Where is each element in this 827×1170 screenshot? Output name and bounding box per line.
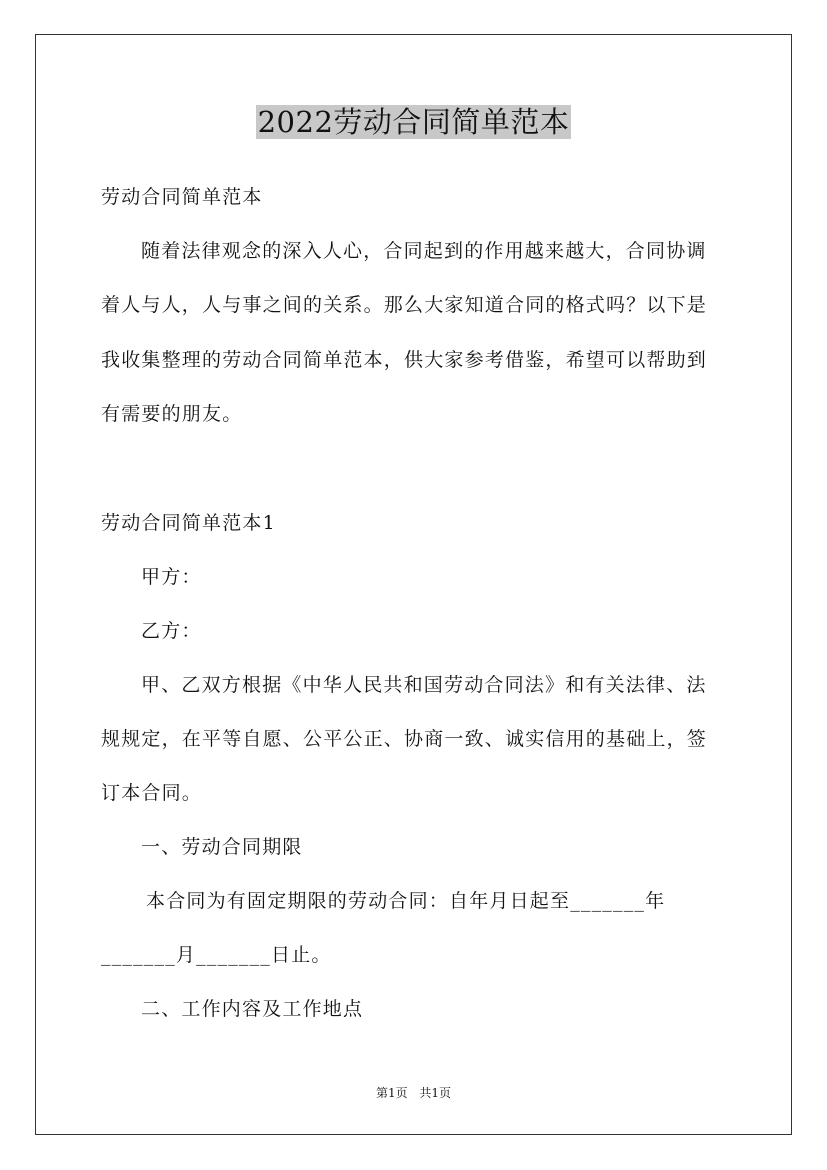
intro-line-3: 我收集整理的劳动合同简单范本，供大家参考借鉴，希望可以帮助到 (101, 349, 708, 371)
clause1-title: 一、劳动合同期限 (141, 836, 303, 858)
clause1-line-1: 本合同为有固定期限的劳动合同：自年月日起至_______年 (146, 890, 666, 912)
party-a-label: 甲方： (141, 566, 202, 588)
intro-line-4: 有需要的朋友。 (101, 403, 243, 425)
paragraph-line-1: 甲、乙双方根据《中华人民共和国劳动合同法》和有关法律、法 (141, 674, 707, 696)
intro-line-1: 随着法律观念的深入人心，合同起到的作用越来越大，合同协调 (141, 240, 707, 262)
clause1-line-2: _______月_______日止。 (101, 944, 332, 966)
page-footer (0, 1084, 827, 1101)
document-title: 2022劳动合同简单范本 (257, 105, 570, 139)
subtitle: 劳动合同简单范本 (101, 186, 263, 208)
clause2-title: 二、工作内容及工作地点 (141, 998, 364, 1020)
page-total: 共1页 (419, 1086, 452, 1100)
party-b-label: 乙方： (141, 620, 202, 642)
document-title-wrapper (0, 100, 827, 141)
intro-line-2: 着人与人，人与事之间的关系。那么大家知道合同的格式吗？以下是 (101, 294, 708, 316)
paragraph-line-2: 规规定，在平等自愿、公平公正、协商一致、诚实信用的基础上，签 (101, 728, 708, 750)
page-number: 第1页 (375, 1086, 408, 1100)
paragraph-line-3: 订本合同。 (101, 782, 203, 804)
section-title: 劳动合同简单范本1 (101, 512, 276, 534)
